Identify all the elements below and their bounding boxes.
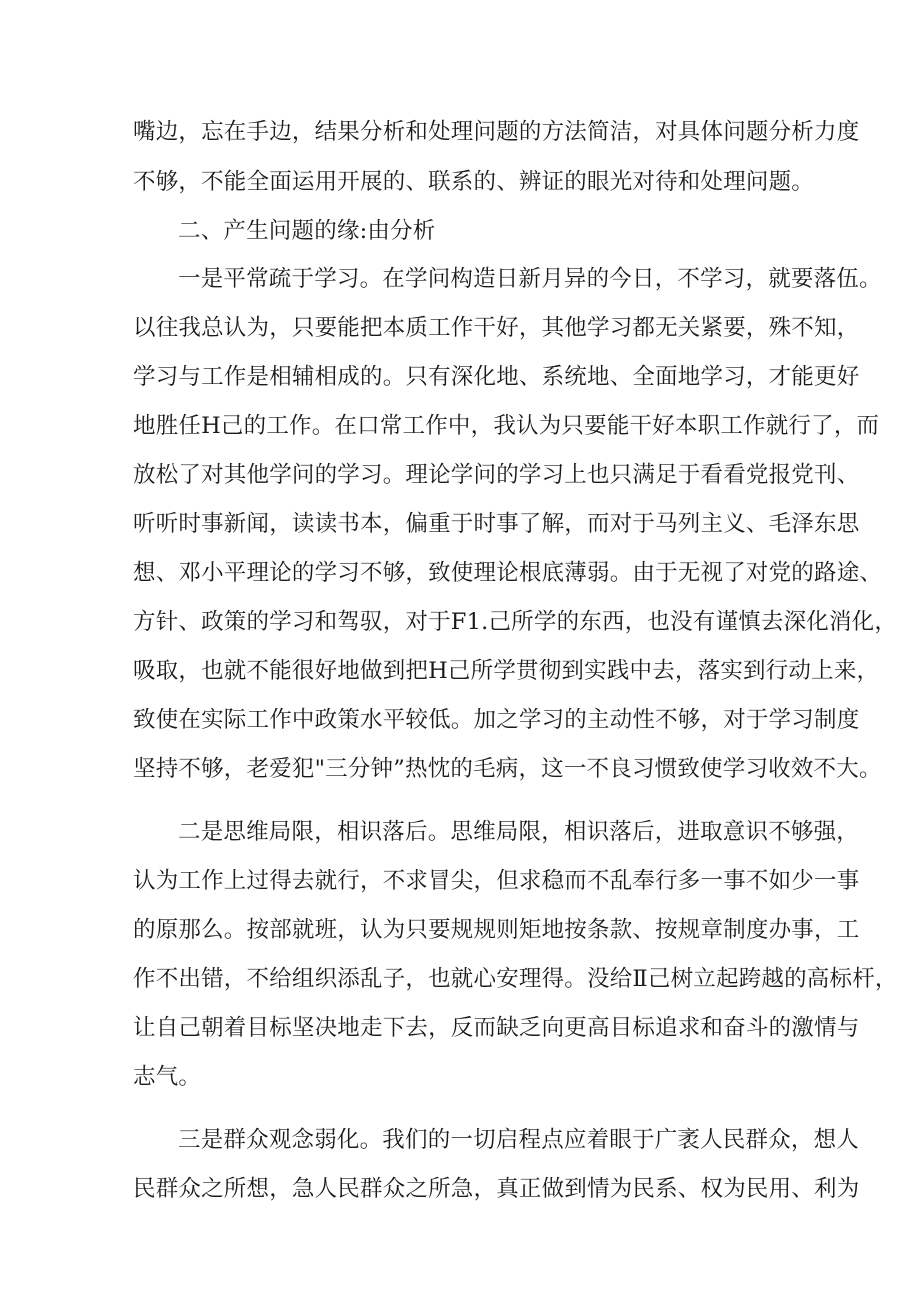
text-line: 致使在实际工作中政策水平较低。加之学习的主动性不够，对于学习制度 bbox=[133, 707, 860, 733]
text-line: 三是群众观念弱化。我们的一切启程点应着眼于广袤人民群众，想人 bbox=[178, 1127, 860, 1153]
text-line: 想、邓小平理论的学习不够，致使理论根底薄弱。由于无视了对党的路途、 bbox=[133, 560, 883, 586]
text-line: 不够，不能全面运用开展的、联系的、辨证的眼光对待和处理问题。 bbox=[133, 169, 815, 195]
text-line: 吸取，也就不能很好地做到把H己所学贯彻到实践中去，落实到行动上来， bbox=[133, 658, 880, 684]
text-line: 一是平常疏于学习。在学问构造日新月异的今日，不学习，就要落伍。 bbox=[178, 266, 882, 292]
text-line: 让自己朝着目标坚决地走下去，反而缺乏向更高目标追求和奋斗的激情与 bbox=[133, 1015, 860, 1041]
text-line: 嘴边，忘在手边，结果分析和处理问题的方法简洁，对具体问题分析力度 bbox=[133, 119, 860, 145]
text-line: 民群众之所想，急人民群众之所急，真正做到情为民系、权为民用、利为 bbox=[133, 1176, 860, 1202]
text-line: 作不出错，不给组织添乱子，也就心安理得。没给Ⅱ己树立起跨越的高标杆， bbox=[133, 966, 898, 992]
text-line: 学习与工作是相辅相成的。只有深化地、系统地、全面地学习，才能更好 bbox=[133, 364, 860, 390]
text-line: 放松了对其他学问的学习。理论学问的学习上也只满足于看看党报党刊、 bbox=[133, 462, 860, 488]
text-line: 地胜任H己的工作。在口常工作中，我认为只要能干好本职工作就行了，而 bbox=[133, 413, 880, 439]
text-line: 志气。 bbox=[133, 1064, 202, 1090]
section-heading: 二、产生问题的缘:由分析 bbox=[178, 218, 436, 244]
text-line: 二是思维局限，相识落后。思维局限，相识落后，进取意识不够强， bbox=[178, 819, 860, 845]
text-line: 听听时事新闻，读读书本，偏重于时事了解，而对于马列主义、毛泽东思 bbox=[133, 511, 860, 537]
text-line: 认为工作上过得去就行，不求冒尖，但求稳而不乱奉行多一事不如少一事 bbox=[133, 868, 860, 894]
text-line: 以往我总认为，只要能把本质工作干好，其他学习都无关紧要，殊不知， bbox=[133, 315, 860, 341]
text-line: 的原那么。按部就班，认为只要规规则矩地按条款、按规章制度办事，工 bbox=[133, 917, 860, 943]
text-line: 坚持不够，老爱犯"三分钟”热忱的毛病，这一不良习惯致使学习收效不大。 bbox=[133, 756, 882, 782]
text-line: 方针、政策的学习和驾驭，对于F1.己所学的东西，也没有谨慎去深化消化， bbox=[133, 609, 898, 635]
